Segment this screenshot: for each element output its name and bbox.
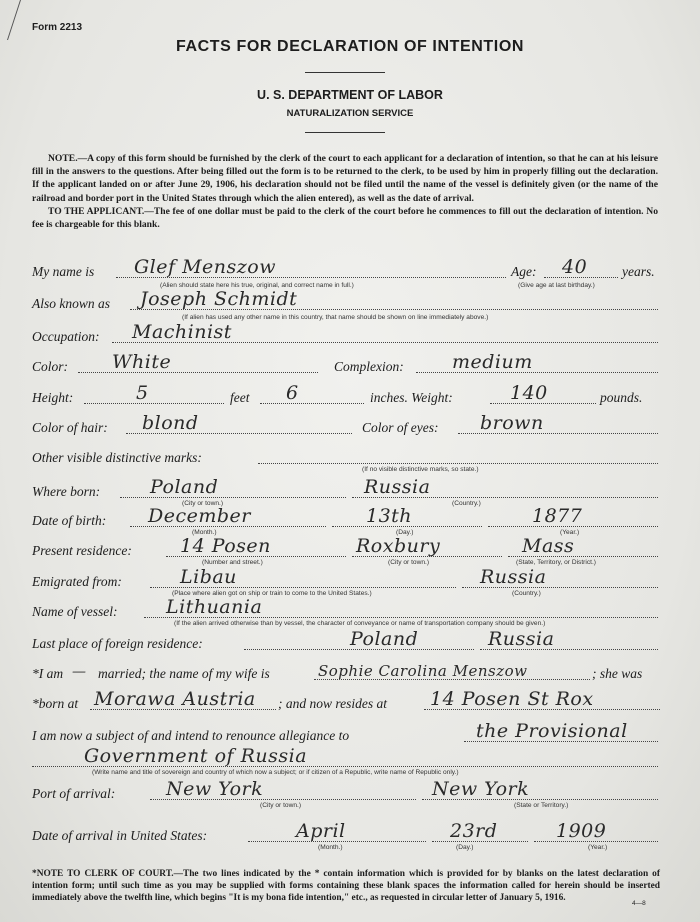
height-inches-entry[interactable]: 6 — [286, 382, 299, 404]
residence-state-entry[interactable]: Mass — [522, 535, 575, 557]
department-name: U. S. DEPARTMENT OF LABOR — [257, 88, 443, 102]
port-label: Port of arrival: — [32, 786, 116, 801]
name-row — [32, 256, 660, 289]
where-born-label: Where born: — [32, 484, 101, 499]
married-entry[interactable]: — — [72, 664, 87, 680]
form-number: Form 2213 — [32, 22, 83, 33]
hair-eyes-row — [32, 412, 660, 438]
instructions-note — [32, 152, 658, 231]
emigrated-country-entry[interactable]: Russia — [480, 566, 547, 588]
vessel-row — [32, 596, 660, 627]
wife-name-entry[interactable]: Sophie Carolina Menszow — [318, 662, 528, 680]
years-label: years. — [622, 264, 655, 279]
hair-label: Color of hair: — [32, 420, 108, 435]
inches-weight-label: inches. Weight: — [370, 390, 453, 405]
wife-resides-entry[interactable]: 14 Posen St Rox — [430, 688, 594, 710]
now-resides-label: ; and now resides at — [278, 696, 387, 711]
arrival-month-caption: (Month.) — [318, 844, 343, 851]
married-label-c: ; she was — [592, 666, 643, 681]
eyes-label: Color of eyes: — [362, 420, 439, 435]
color-label: Color: — [32, 359, 69, 374]
marks-row — [32, 442, 660, 473]
born-country-caption: (Country.) — [452, 500, 481, 507]
arrival-day-caption: (Day.) — [456, 844, 474, 851]
applicant-paragraph — [32, 205, 658, 231]
eyes-entry[interactable]: brown — [480, 412, 544, 434]
port-city-caption: (City or town.) — [260, 802, 302, 809]
age-caption: (Give age at last birthday.) — [518, 282, 595, 289]
arrival-day-entry[interactable]: 23rd — [450, 820, 498, 842]
height-feet-line — [84, 403, 224, 404]
emigrated-row — [32, 566, 660, 597]
complexion-label: Complexion: — [334, 359, 404, 374]
arrival-year-caption: (Year.) — [588, 844, 608, 851]
title-divider — [305, 72, 385, 73]
clerk-footnote: *NOTE TO CLERK OF COURT.—The two lines indicated by the * contain information which is provided for by blanks on the latest declaration of intention form; until such time as you may be supplied with forms containing these blank spaces the information called for herein should be inserted immediately above the twelfth line, which begins "It is my bona fide intention," etc., as requested in circular letter of January 5, 1916. — [32, 869, 660, 903]
applicant-text: TO THE APPLICANT.—The fee of one dollar must be paid to the clerk of the court before he commences to fill out the declaration of intention. No fee is chargeable for this blank. — [32, 205, 658, 231]
emigrated-label: Emigrated from: — [32, 574, 122, 589]
married-label-b: married; the name of my wife is — [98, 666, 270, 681]
aka-entry[interactable]: Joseph Schmidt — [140, 288, 298, 310]
name-label: My name is — [32, 264, 95, 279]
occupation-entry[interactable]: Machinist — [132, 321, 232, 343]
arrival-row — [32, 820, 660, 851]
dob-row — [32, 505, 660, 536]
height-feet-entry[interactable]: 5 — [136, 382, 149, 404]
residence-city-entry[interactable]: Roxbury — [356, 535, 441, 557]
last-foreign-row — [32, 628, 660, 654]
sovereign-entry-2[interactable]: Government of Russia — [84, 745, 308, 767]
arrival-year-entry[interactable]: 1909 — [556, 820, 607, 842]
residence-label: Present residence: — [32, 543, 132, 558]
dob-year-caption: (Year.) — [560, 529, 580, 536]
born-country-entry[interactable]: Russia — [364, 476, 431, 498]
header-divider — [305, 132, 385, 133]
port-row — [32, 778, 660, 809]
sovereign-row — [32, 745, 660, 776]
occupation-row — [32, 321, 660, 347]
port-city-entry[interactable]: New York — [166, 778, 264, 800]
pounds-label: pounds. — [600, 390, 643, 405]
born-row — [32, 476, 660, 507]
port-state-caption: (State or Territory.) — [514, 802, 569, 809]
print-code: 4—8 — [632, 900, 646, 907]
feet-label: feet — [230, 390, 250, 405]
residence-street-entry[interactable]: 14 Posen — [180, 535, 271, 557]
last-foreign-city-entry[interactable]: Poland — [350, 628, 419, 650]
dob-label: Date of birth: — [32, 513, 107, 528]
height-row — [32, 382, 660, 408]
form-title: FACTS FOR DECLARATION OF INTENTION — [175, 38, 525, 55]
hair-entry[interactable]: blond — [142, 412, 199, 434]
height-inches-line — [260, 403, 364, 404]
weight-entry[interactable]: 140 — [510, 382, 548, 404]
subject-row — [32, 720, 660, 746]
born-city-caption: (City or town.) — [182, 500, 224, 507]
vessel-label: Name of vessel: — [32, 604, 118, 619]
service-name: NATURALIZATION SERVICE — [286, 108, 414, 119]
residence-row — [32, 535, 660, 566]
sovereign-caption: (Write name and title of sovereign and country of which now a subject; or if citizen of a Republic, write name of Republic only.) — [92, 769, 459, 776]
arrival-label: Date of arrival in United States: — [32, 828, 208, 843]
marks-label: Other visible distinctive marks: — [32, 450, 202, 465]
note-text: NOTE.—A copy of this form should be furnished by the clerk of the court to each applicant for a declaration of intention, so that he can at his leisure fill in the answers to the questions. After being filled out the form is to be returned to the clerk, to be used by him in properly filling out the declaration. If the applicant landed on or after June 29, 1906, his declaration should not be filed until the name of the vessel is definitely given (or the name of the railroad and border port in the United States through which the alien entered), as well as the date of arrival. — [32, 153, 658, 204]
born-at-label: *born at — [32, 696, 79, 711]
age-label: Age: — [511, 264, 537, 279]
last-foreign-label: Last place of foreign residence: — [32, 636, 203, 651]
married-row — [32, 658, 660, 684]
age-entry[interactable]: 40 — [562, 256, 588, 278]
residence-street-caption: (Number and street.) — [202, 559, 263, 566]
wife-born-row — [32, 688, 660, 714]
born-city-entry[interactable]: Poland — [150, 476, 219, 498]
sovereign-entry-1[interactable]: the Provisional — [476, 720, 628, 742]
dob-year-entry[interactable]: 1877 — [532, 505, 583, 527]
aka-caption: (If alien has used any other name in this country, that name should be shown on line immediately above.) — [182, 314, 489, 321]
arrival-month-entry[interactable]: April — [296, 820, 346, 842]
port-state-entry[interactable]: New York — [432, 778, 530, 800]
marks-caption: (If no visible distinctive marks, so state.) — [362, 466, 479, 473]
name-entry[interactable]: Glef Menszow — [134, 256, 276, 278]
emigrated-caption: (Place where alien got on ship or train to come to the United States.) — [172, 590, 372, 597]
color-entry[interactable]: White — [112, 351, 172, 373]
vessel-caption: (If the alien arrived otherwise than by vessel, the character of conveyance or name of transportation company should be given.) — [174, 620, 546, 627]
aka-label: Also known as — [32, 296, 111, 311]
color-row — [32, 351, 660, 377]
wife-born-entry[interactable]: Morawa Austria — [94, 688, 256, 710]
complexion-entry[interactable]: medium — [452, 351, 533, 373]
emigrated-city-entry[interactable]: Libau — [180, 566, 237, 588]
occupation-label: Occupation: — [32, 329, 100, 344]
dob-month-entry[interactable]: December — [148, 505, 251, 527]
height-label: Height: — [32, 390, 74, 405]
residence-city-caption: (City or town.) — [388, 559, 430, 566]
dob-month-caption: (Month.) — [192, 529, 217, 536]
married-label-a: *I am — [32, 666, 64, 681]
paper-corner-mark — [0, 0, 21, 40]
aka-row — [32, 288, 660, 321]
dob-day-entry[interactable]: 13th — [366, 505, 413, 527]
last-foreign-country-entry[interactable]: Russia — [488, 628, 555, 650]
vessel-entry[interactable]: Lithuania — [166, 596, 263, 618]
note-paragraph — [32, 152, 658, 205]
emigrated-country-caption: (Country.) — [512, 590, 541, 597]
residence-state-caption: (State, Territory, or District.) — [516, 559, 596, 566]
subject-label: I am now a subject of and intend to renounce allegiance to — [32, 728, 350, 743]
name-caption: (Alien should state here his true, original, and correct name in full.) — [160, 282, 354, 289]
dob-day-caption: (Day.) — [396, 529, 414, 536]
marks-line — [258, 463, 658, 464]
